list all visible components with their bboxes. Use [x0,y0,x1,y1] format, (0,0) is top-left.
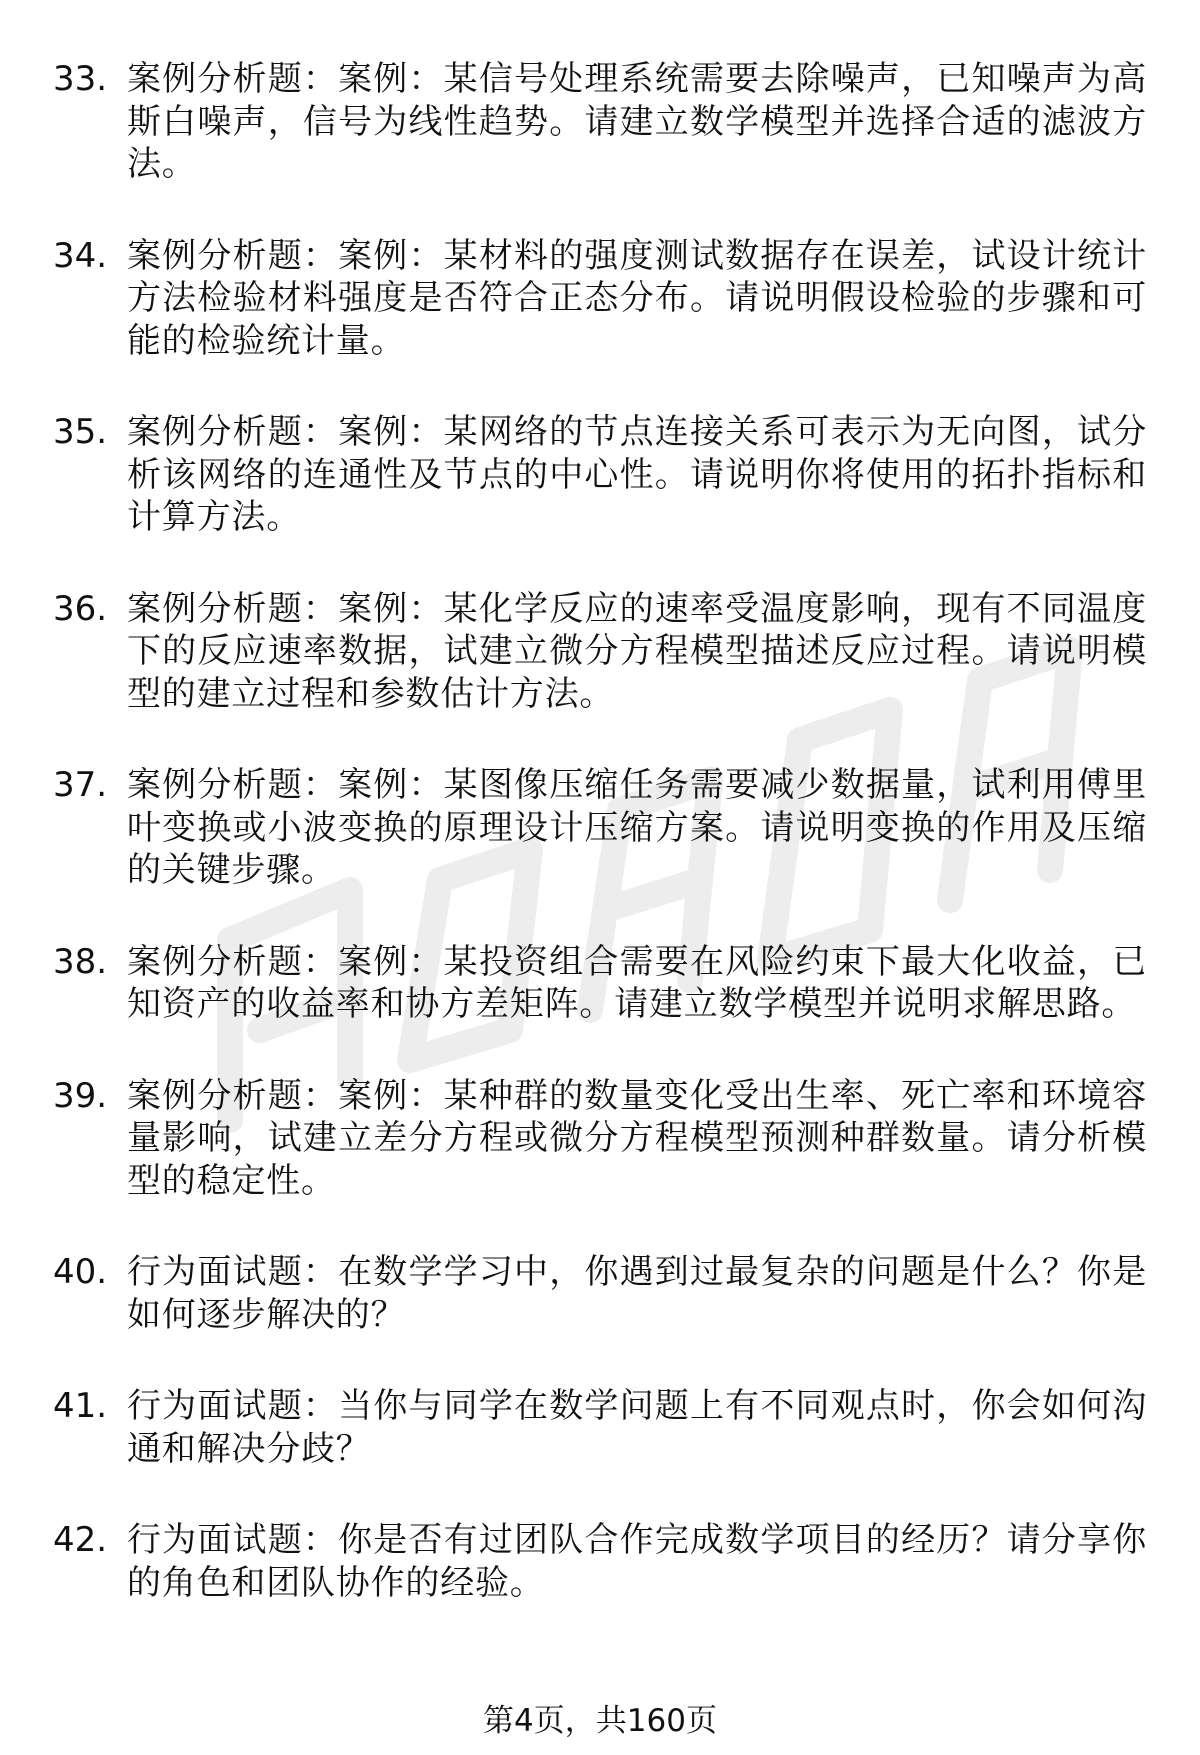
page-number-label: 第4页，共160页 [483,1703,717,1739]
question-text: 行为面试题：在数学学习中，你遇到过最复杂的问题是什么？你是如何逐步解决的？ [127,1252,1147,1335]
question-item [0,235,1200,363]
question-number: 38. [53,941,108,982]
question-number: 34. [53,235,108,276]
question-text: 案例分析题：案例：某网络的节点连接关系可表示为无向图，试分析该网络的连通性及节点的中心性。请说明你将使用的拓扑指标和计算方法。 [127,412,1147,537]
question-item [0,1075,1200,1203]
question-number: 42. [53,1520,108,1560]
question-item [0,1385,1200,1470]
question-list [0,58,1200,1653]
question-item [0,588,1200,716]
question-item [0,941,1200,1026]
question-number: 33. [53,59,108,99]
question-text: 案例分析题：案例：某信号处理系统需要去除噪声，已知噪声为高斯白噪声，信号为线性趋势。请建立数学模型并选择合适的滤波方法。 [127,59,1147,184]
question-number: 36. [53,588,108,629]
question-number: 39. [53,1075,108,1116]
question-item [0,58,1200,186]
question-text: 案例分析题：案例：某投资组合需要在风险约束下最大化收益，已知资产的收益率和协方差矩阵。请建立数学模型并说明求解思路。 [127,941,1147,1024]
question-text: 案例分析题：案例：某化学反应的速率受温度影响，现有不同温度下的反应速率数据，试建立微分方程模型描述反应过程。请说明模型的建立过程和参数估计方法。 [127,588,1147,714]
question-item [0,411,1200,539]
question-item [0,1519,1200,1604]
question-text: 案例分析题：案例：某材料的强度测试数据存在误差，试设计统计方法检验材料强度是否符合正态分布。请说明假设检验的步骤和可能的检验统计量。 [127,235,1147,361]
question-text: 案例分析题：案例：某种群的数量变化受出生率、死亡率和环境容量影响，试建立差分方程或微分方程模型预测种群数量。请分析模型的稳定性。 [127,1075,1147,1201]
page-footer [0,1701,1200,1741]
question-item [0,764,1200,892]
question-item [0,1251,1200,1336]
question-number: 41. [53,1386,108,1426]
question-text: 行为面试题：你是否有过团队合作完成数学项目的经历？请分享你的角色和团队协作的经验。 [127,1520,1147,1603]
question-text: 案例分析题：案例：某图像压缩任务需要减少数据量，试利用傅里叶变换或小波变换的原理设计压缩方案。请说明变换的作用及压缩的关键步骤。 [127,765,1147,890]
question-text: 行为面试题：当你与同学在数学问题上有不同观点时，你会如何沟通和解决分歧？ [127,1386,1147,1469]
question-number: 37. [53,765,108,805]
question-number: 40. [53,1252,108,1292]
question-number: 35. [53,412,108,452]
